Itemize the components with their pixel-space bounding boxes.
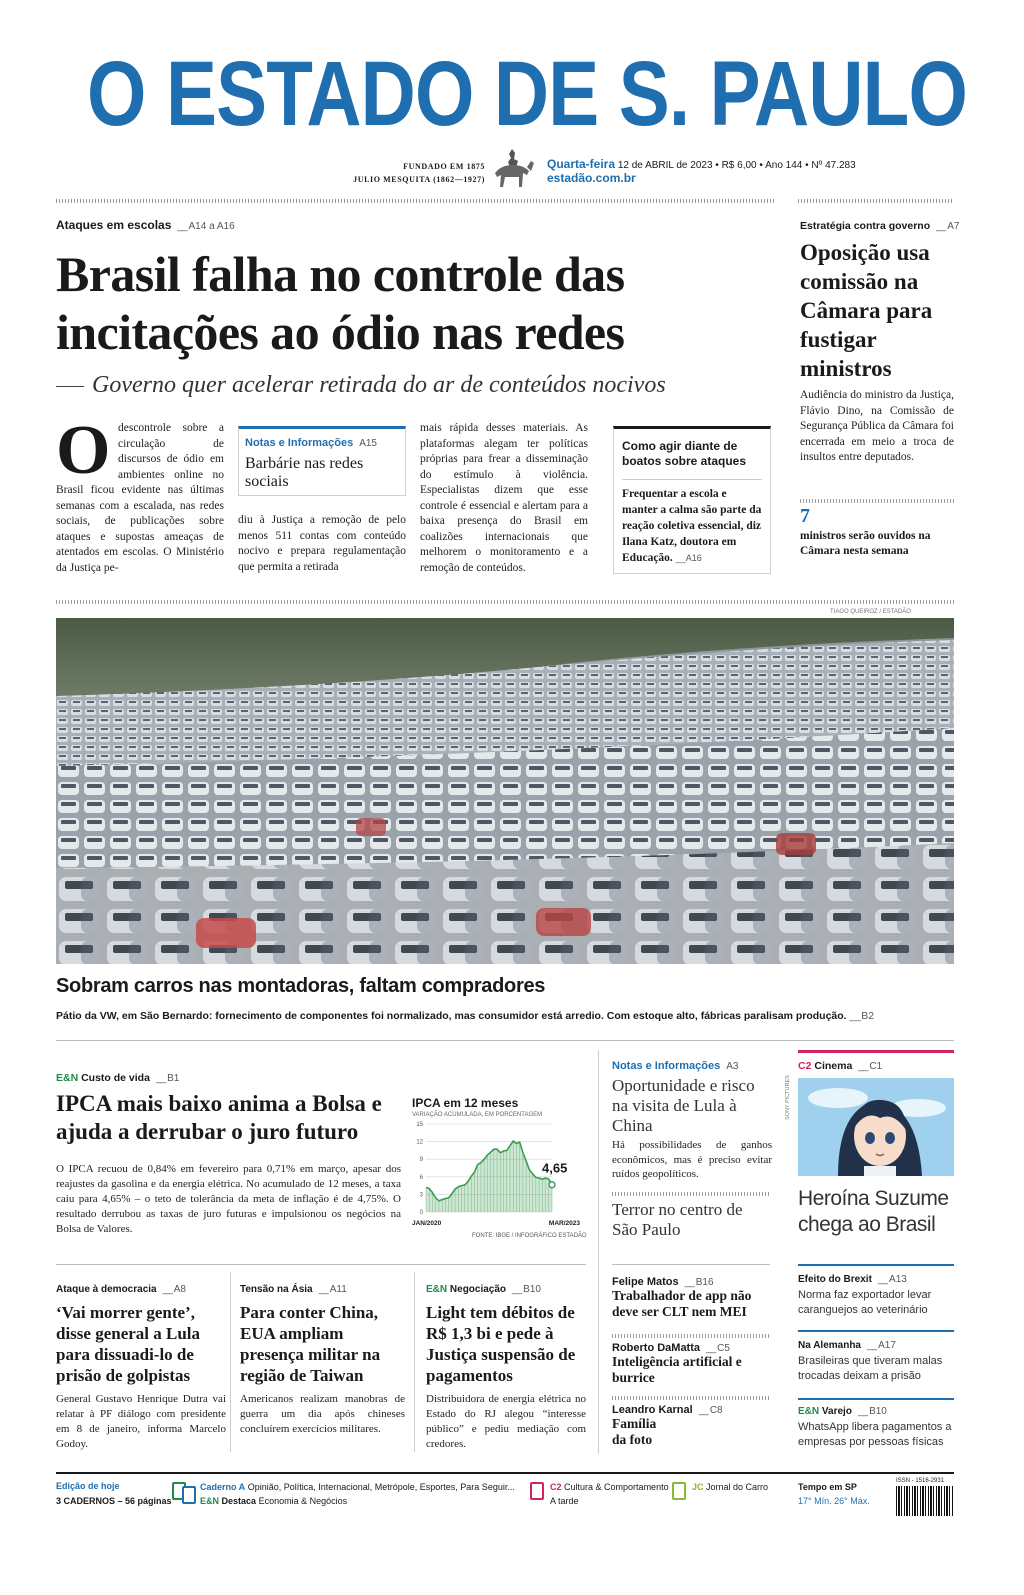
divider [56,199,774,203]
y-tick-label: 6 [419,1174,423,1181]
c2-kicker: C2 Cinema__ C1 [798,1060,882,1072]
dropcap: O [56,412,111,489]
last-value-label: 4,65 [542,1160,568,1176]
lead-headline[interactable]: Brasil falha no controle das incitações ao ódio nas redes [56,246,625,360]
anime-still-image[interactable] [798,1078,954,1176]
brief-1[interactable] [798,1274,958,1318]
weather-label: Tempo em SP [798,1482,857,1492]
y-tick-label: 0 [419,1210,423,1216]
founding-info [300,160,485,186]
footer [0,1478,1024,1538]
divider [56,600,954,604]
how-to-text: Frequentar a escola e manter a calma são parte da reação coletiva essencial, diz Ilana Katz, doutora em Educação. __A16 [622,488,762,564]
side-text: Audiência do ministro da Justiça, Flávio Dino, na Comissão de Segurança Pública da Câmara foi encerrada em meio a troca de insultos entre deputados. [800,389,954,463]
ipca-text: O IPCA recuou de 0,84% em fevereiro para 0,71% em março, apesar dos reajustes da gasolina e da energia elétrica. No acumulado de 12 meses, a taxa caiu para 4,65% – o teto de tolerância da meta de inflação é de 4,75%. O resultado derrubou as taxas de juro futuras e impulsionou os negócios na Bolsa de Valores. [56,1163,401,1235]
caderno-c2[interactable]: C2 Cultura & Comportamento [550,1482,669,1492]
notes-title: Barbárie nas redes sociais [245,455,364,490]
divider [598,1050,599,1454]
photo-credit: TIAGO QUEIROZ / ESTADÃO [830,609,911,615]
cars-illustration [56,618,954,964]
brief-kicker: Na Alemanha__ A17 [798,1340,958,1351]
chart-source: FONTE: IBGE / INFOGRÁFICO ESTADÃO [472,1233,587,1239]
ipca-headline[interactable]: IPCA mais baixo anima a Bolsa e ajuda a derrubar o juro futuro [56,1091,382,1144]
c2-headline[interactable]: Heroína Suzume chega ao Brasil [798,1187,949,1236]
chart-title: IPCA em 12 meses [412,1096,519,1110]
ipca-chart[interactable] [412,1096,587,1246]
notes-label: Notas e Informações A15 [245,437,377,449]
divider [612,1192,770,1196]
lead-subhead: Governo quer acelerar retirada do ar de conteúdos nocivos [56,372,776,399]
y-tick-label: 9 [419,1157,423,1164]
y-tick-label: 12 [416,1139,423,1146]
columnist-title: Trabalhador de app não deve ser CLT nem MEI [612,1288,752,1319]
caderno-a[interactable]: Caderno A Opinião, Política, Internacional, Metrópole, Esportes, Para Seguir... [200,1482,515,1492]
weather-info: 17° Mín. 26° Máx. [798,1496,870,1506]
edition-info [547,157,856,185]
footer-rule [56,1472,954,1474]
caderno-ean[interactable]: E&N Destaca Economia & Negócios [200,1496,348,1506]
notes2-title[interactable]: Oportunidade e risco na visita de Lula à China [612,1076,755,1135]
divider [798,199,954,203]
lead-kicker: Ataques em escolas__ A14 a A16 [56,218,235,232]
story3-text: Distribuidora de energia elétrica no Estado do RJ alegou “interesse público” e pediu mediação com credores. [426,1393,586,1450]
masthead-title: O ESTADO DE S. PAULO [87,43,968,145]
divider [56,1264,586,1265]
divider [622,479,762,480]
columnist-3[interactable] [612,1404,772,1448]
notes2-label: Notas e Informações A3 [612,1060,739,1072]
side-kicker: Estratégia contra governo__ A7 [800,220,959,232]
how-to-box[interactable] [613,426,771,574]
caderno-jc[interactable]: JC Jornal do Carro [692,1482,769,1492]
brief-2[interactable] [798,1340,958,1384]
divider [612,1334,770,1338]
divider [798,1264,954,1266]
brief-kicker: E&N Varejo__ B10 [798,1406,958,1417]
ipca-kicker: E&N Custo de vida__ B1 [56,1072,179,1084]
c2-bar [798,1050,954,1053]
side-headline[interactable]: Oposição usa comissão na Câmara para fustigar ministros [800,240,933,381]
how-to-title: Como agir diante de boatos sobre ataques [622,439,747,468]
stat-number: 7 [800,505,810,527]
story1-text: General Gustavo Henrique Dutra vai relatar à PF diálogo com presidente em 8 de janeiro, informa Marcelo Godoy. [56,1393,226,1450]
horse-rider-logo [487,143,537,193]
last-point [549,1182,555,1188]
columnist-name: Roberto DaMatta__ C5 [612,1342,772,1354]
brief-text: WhatsApp libera pagamentos a empresas por pessoas físicas [798,1421,952,1448]
story3-kicker: E&N Negociação__ B10 [426,1284,541,1295]
stat-text: ministros serão ouvidos na Câmara nesta semana [800,530,931,557]
notes2-text: Há possibilidades de ganhos econômicos, mas é preciso evitar ruídos geopolíticos. [612,1139,772,1180]
brief-kicker: Efeito do Brexit__ A13 [798,1274,958,1285]
chart-plot [412,1120,582,1220]
lead-column-3: mais rápida desses materiais. As plataformas alegam ter políticas próprias para frear a disseminação do estímulo à violência. Especialistas dizem que esse controle é essencial e alertam para a baixa presença do Brasil em coalizões internacionais que melhorem o monitoramento e a remoção de conteúdos. [420,422,588,574]
divider [612,1396,770,1400]
caderno-c2-sub: A tarde [550,1496,579,1506]
divider [798,1330,954,1332]
chart-subtitle: VARIAÇÃO ACUMULADA, EM PORCENTAGEM [412,1112,543,1118]
story2-text: Americanos realizam manobras de guerra um dia após chineses concluírem exercícios militares. [240,1393,405,1435]
y-tick-label: 15 [416,1122,423,1128]
divider [612,1264,770,1265]
barcode [896,1486,954,1516]
ean-book-icon [182,1486,196,1504]
story1-kicker: Ataque à democracia__ A8 [56,1284,186,1295]
founder-line: JULIO MESQUITA (1862—1927) [353,175,485,184]
story3-headline[interactable]: Light tem débitos de R$ 1,3 bi e pede à Justiça suspensão de pagamentos [426,1303,576,1385]
columnist-2[interactable] [612,1342,772,1386]
brief-3[interactable] [798,1406,958,1450]
photo-caption: Pátio da VW, em São Bernardo: fornecimento de componentes foi normalizado, mas consumidor está arredio. Com estoque alto, fábricas paralisam produção. __B2 [56,1010,875,1022]
columnist-title: Família da foto [612,1416,657,1447]
c2-credit: SONY PICTURES [785,1075,791,1120]
columnist-title: Inteligência artificial e burrice [612,1354,742,1385]
date-line: 12 de ABRIL de 2023 • R$ 6,00 • Ano 144 • Nº 47.283 [617,160,856,171]
columnist-1[interactable] [612,1276,772,1320]
x-label-start: JAN/2020 [412,1220,442,1227]
edition-label: Edição de hoje [56,1481,120,1491]
story2-headline[interactable]: Para conter China, EUA ampliam presença militar na região de Taiwan [240,1303,381,1385]
story1-headline[interactable]: ‘Vai morrer gente’, disse general a Lula para dissuadi-lo de prisão de golpistas [56,1303,201,1385]
x-label-end: MAR/2023 [548,1220,580,1227]
columnist-name: Leandro Karnal__ C8 [612,1404,772,1416]
y-tick-label: 3 [419,1192,423,1199]
photo-headline[interactable]: Sobram carros nas montadoras, faltam compradores [56,975,546,997]
edition-info: 3 CADERNOS – 56 páginas [56,1496,172,1506]
founded-line: FUNDADO EM 1875 [403,162,485,171]
divider [56,1040,954,1041]
brief-text: Brasileiras que tiveram malas trocadas deixam a prisão [798,1355,943,1382]
weekday: Quarta-feira [547,157,616,171]
lead-column-1: descontrole sobre a circulação de discursos de ódio em ambientes online no Brasil ficou evidente nas últimas semanas com a escalada, nas redes sociais, de publicações sobre ataques e supostas ameaças de atentados em escolas. O Ministério da Justiça pe- [56,422,224,574]
divider [414,1272,415,1452]
parking-lot-photo[interactable] [56,618,954,964]
jc-book-icon [672,1482,686,1500]
notes2-title2[interactable]: Terror no centro de São Paulo [612,1200,743,1239]
brief-text: Norma faz exportador levar caranguejos ao veterinário [798,1289,932,1316]
divider [800,499,954,503]
issn: ISSN - 1516-2931 [896,1478,945,1484]
divider [230,1272,231,1452]
notes-box[interactable] [238,426,406,496]
story2-kicker: Tensão na Ásia__ A11 [240,1284,347,1295]
lead-column-2: diu à Justiça a remoção de pelo menos 511 contas com conteúdo nocivo e prepara regulamentação que permita a retirada [238,514,406,573]
site-link[interactable]: estadão.com.br [547,171,636,185]
columnist-name: Felipe Matos__ B16 [612,1276,772,1288]
divider [798,1398,954,1400]
c2-book-icon [530,1482,544,1500]
